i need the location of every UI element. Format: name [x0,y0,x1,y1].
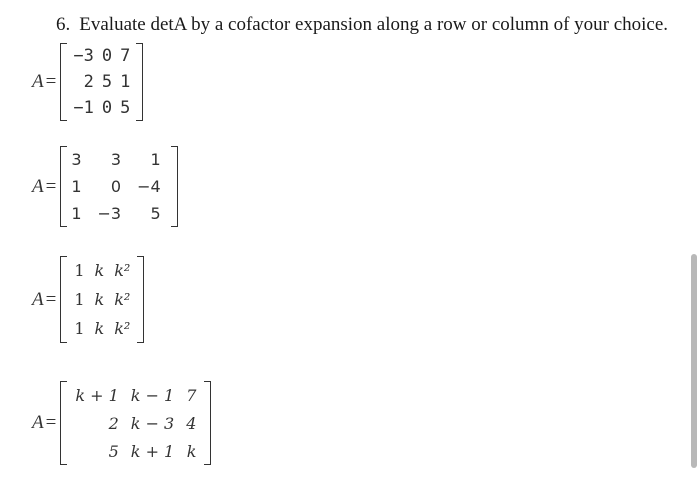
matrix-cell: 5 [108,441,119,461]
matrix-cell: 1 [74,290,85,309]
matrix-cell: 3 [71,150,82,169]
matrix-cell: −4 [137,177,161,196]
matrix-cell: 1 [71,177,82,196]
matrix-row [69,314,135,343]
question-text: Evaluate detA by a cofactor expansion along a row or column of your choice. [79,14,669,35]
matrix-cell: k − 3 [130,413,175,433]
matrix-3 [60,256,144,343]
matrix-row [69,200,168,227]
matrix-cell: 0 [110,177,122,196]
matrix-cell: 0 [101,98,113,118]
matrix-1 [60,43,143,121]
matrix-row [69,43,134,69]
matrix-cell: −3 [73,46,94,66]
matrix-row [69,285,135,314]
matrix-cell: 4 [186,413,197,433]
matrix-label: A = [32,412,57,433]
matrix-row [69,256,135,285]
matrix-cell: 5 [120,98,131,118]
matrix-cell: 5 [101,72,113,92]
matrix-cell: k + 1 [130,441,175,461]
matrix-row [69,69,134,95]
matrix-label: A = [32,288,57,310]
matrix-cell: k [186,441,197,461]
matrix-cell: −3 [97,204,122,223]
matrix-equation-4 [32,381,211,465]
matrix-cell: k [94,290,105,309]
matrix-label: A = [32,71,57,92]
matrix-equation-3 [32,256,144,343]
matrix-2 [60,146,177,227]
vertical-scrollbar[interactable] [691,254,697,468]
matrix-cell: k [94,261,105,280]
matrix-label: A = [32,175,57,197]
matrix-row [69,146,168,173]
matrix-row [69,437,202,465]
matrix-equation-2 [32,146,178,227]
matrix-row [69,409,202,437]
matrix-cell: k² [114,290,131,309]
matrix-cell: 0 [101,46,113,66]
matrix-cell: −1 [73,98,94,118]
matrix-cell: 1 [71,204,82,223]
matrix-4 [60,381,211,465]
matrix-cell: 7 [186,385,197,405]
matrix-cell: 1 [74,319,85,338]
matrix-cell: 1 [74,261,85,280]
matrix-row [69,95,134,121]
matrix-cell: 5 [150,204,161,223]
question-prompt [56,14,668,36]
matrix-cell: 1 [120,72,131,92]
matrix-cell: 2 [83,72,94,92]
matrix-cell: k² [114,319,131,338]
matrix-row [69,381,202,409]
matrix-cell: 1 [150,150,161,169]
matrix-cell: k + 1 [75,385,119,405]
matrix-row [69,173,168,200]
matrix-cell: 3 [110,150,122,169]
question-number: 6. [56,14,71,35]
matrix-cell: k² [114,261,131,280]
matrix-cell: 2 [108,413,119,433]
matrix-cell: k − 1 [130,385,175,405]
matrix-equation-1 [32,43,143,121]
matrix-cell: k [94,319,105,338]
matrix-cell: 7 [120,46,131,66]
